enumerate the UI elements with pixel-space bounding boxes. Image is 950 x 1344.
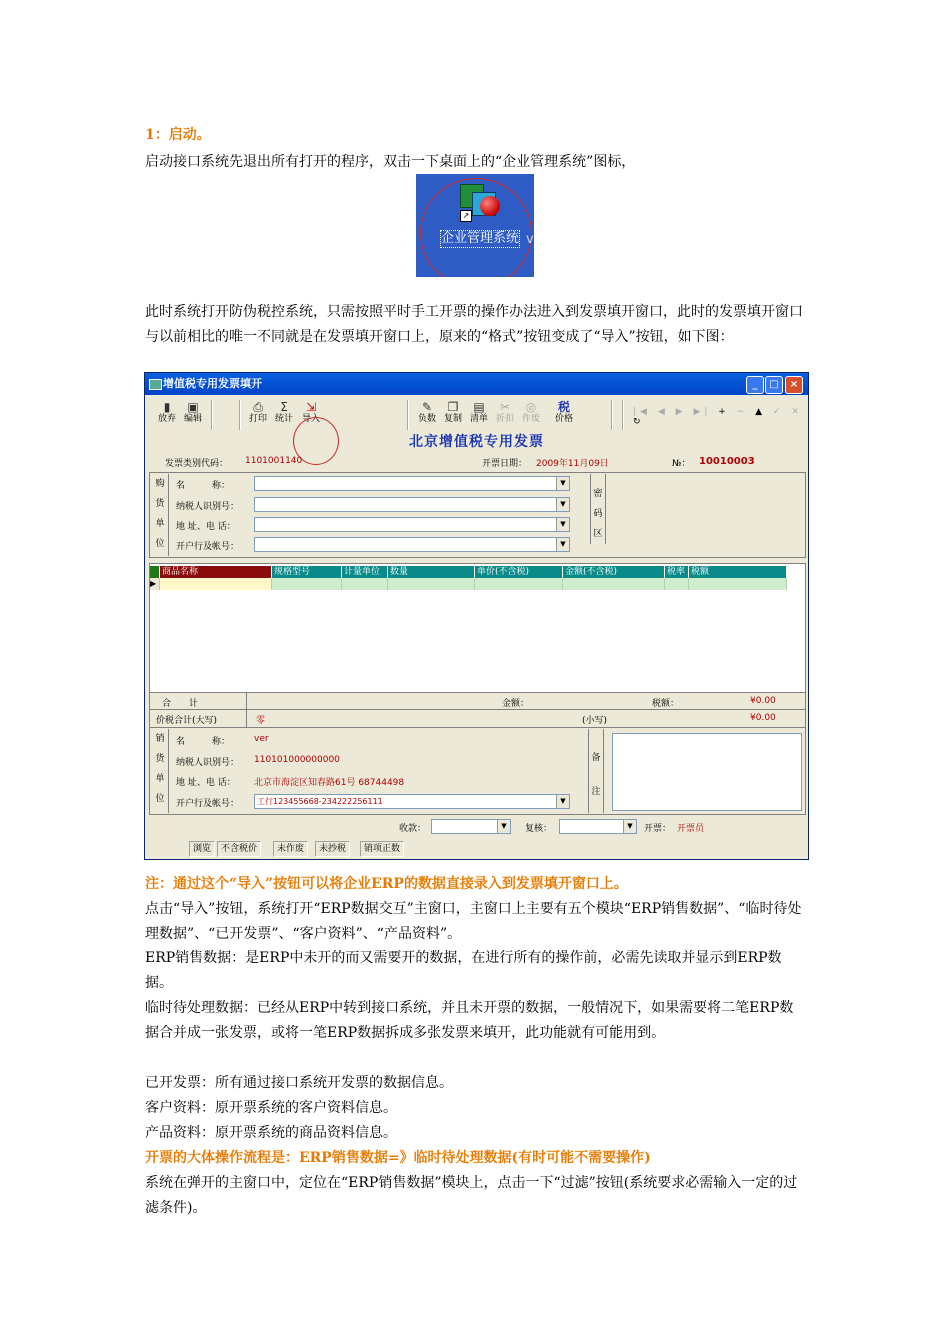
void-button[interactable]: ◎ 作废 (519, 400, 543, 424)
status-item: 未抄税 (315, 841, 350, 857)
nav-prev-icon[interactable]: ◀ (657, 407, 669, 417)
list-icon: ▤ (473, 400, 485, 414)
buyer-name-input[interactable] (254, 476, 570, 491)
seller-address-label: 地 址、电 话： (176, 778, 236, 788)
amount-label: 金额： (502, 699, 530, 709)
toolbar (145, 398, 808, 432)
code-value: 1101001140 (245, 456, 303, 466)
grid-cell[interactable] (272, 578, 342, 590)
window-titlebar (145, 373, 808, 395)
pricetax-upper: 零 (256, 716, 266, 726)
red-ball-icon (480, 196, 500, 216)
chevron-down-icon[interactable]: ▼ (556, 538, 569, 551)
status-item: 不含税价 (217, 841, 261, 857)
price-button[interactable]: 税 价格 (552, 400, 576, 424)
row-pointer-icon: ▶ (150, 578, 160, 590)
desktop-icon-screenshot (416, 174, 534, 277)
remark-label: 备 注 (588, 729, 604, 813)
seller-side-label: 销 货 单 位 (152, 729, 169, 813)
no-label: №： (672, 459, 691, 469)
list-button[interactable]: ▤ 清单 (467, 400, 491, 424)
pricetax-small-value: ¥0.00 (750, 713, 776, 723)
tax-price-icon: 税 (557, 400, 570, 414)
nav-add-icon[interactable]: + (718, 407, 730, 417)
product-paragraph: 产品资料：原开票系统的商品资料信息。 (145, 1125, 397, 1141)
print-button[interactable]: ⎙ 打印 (246, 400, 270, 424)
grid-cell[interactable] (689, 578, 787, 590)
nav-up-icon[interactable]: ▲ (755, 407, 767, 417)
temp-data-paragraph: 临时待处理数据：已经从ERP中转到接口系统，并且未开票的数据，一般情况下，如果需要将二笔ERP数据合并成一张发票，或将一笔ERP数据拆成多张发票来填开，此功能就有可能用到。 (145, 1000, 794, 1041)
abandon-icon: ▮ (163, 400, 171, 414)
nav-confirm-icon[interactable]: ✓ (772, 407, 785, 417)
tax-total-value: ¥0.00 (750, 696, 776, 706)
review-label: 复核： (525, 824, 553, 834)
nav-delete-icon[interactable]: − (736, 407, 749, 417)
col-header[interactable]: 单价(不含税) (475, 566, 563, 578)
status-item: 浏览 (189, 841, 215, 857)
status-item: 销项正数 (360, 841, 404, 857)
copy-button[interactable]: ❐ 复制 (441, 400, 465, 424)
seller-bank-select[interactable]: 工行123455668-234222256111 ▼ (254, 794, 570, 809)
chevron-down-icon[interactable]: ▼ (556, 795, 569, 808)
col-header[interactable]: 税率 (665, 566, 689, 578)
nav-last-icon[interactable]: ▶| (693, 407, 712, 417)
discount-icon: ✂ (499, 400, 511, 414)
buyer-address-input[interactable] (254, 517, 570, 532)
customer-paragraph: 客户资料：原开票系统的客户资料信息。 (145, 1100, 397, 1116)
payee-select[interactable] (431, 819, 511, 834)
void-icon: ◎ (525, 400, 537, 414)
printer-icon: ⎙ (253, 400, 263, 414)
seller-name-value: ver (254, 734, 269, 744)
chevron-down-icon[interactable]: ▼ (623, 820, 636, 833)
date-value: 2009年11月09日 (536, 459, 609, 469)
intro-paragraph: 启动接口系统先退出所有打开的程序，双击一下桌面上的“企业管理系统”图标， (145, 154, 636, 170)
grid-cell[interactable] (160, 578, 272, 590)
grid-corner (150, 566, 160, 578)
payee-label: 收款： (399, 824, 427, 834)
desktop-icon-label[interactable]: 企业管理系统 (441, 231, 520, 246)
issuer-label: 开票： (644, 824, 672, 834)
filter-paragraph: 系统在弹开的主窗口中，定位在“ERP销售数据”模块上，点击一下“过滤”按钮(系统要求必需输入一定的过滤条件)。 (145, 1175, 798, 1216)
code-label: 发票类别代码： (165, 459, 229, 469)
grid-cell[interactable] (563, 578, 665, 590)
buyer-bank-input[interactable] (254, 537, 570, 552)
edit-button[interactable]: ▣ 编辑 (181, 400, 205, 424)
window-title: 增值税专用发票填开 (163, 377, 262, 390)
date-label: 开票日期： (482, 459, 528, 469)
chevron-down-icon[interactable]: ▼ (556, 477, 569, 490)
explain-paragraph: 此时系统打开防伪税控系统，只需按照平时手工开票的操作办法进入到发票填开窗口，此时的发票填开窗口与以前相比的唯一不同就是在发票填开窗口上，原来的“格式”按钮变成了“导入”按钮，如下图： (145, 304, 803, 345)
chevron-down-icon[interactable]: ▼ (556, 498, 569, 511)
total-label: 合 计 (162, 699, 199, 709)
invoice-number: 10010003 (699, 456, 755, 467)
record-nav (633, 407, 808, 427)
erp-paragraph: 点击“导入”按钮，系统打开“ERP数据交互”主窗口，主窗口上主要有五个模块“ERP销售数据”、“临时待处理数据”、“已开发票”、“客户资料”、“产品资料”。 (145, 901, 802, 942)
shortcut-arrow-icon: ↗ (460, 210, 472, 222)
review-select[interactable] (559, 819, 637, 834)
erp-sales-paragraph: ERP销售数据：是ERP中未开的而又需要开的数据，在进行所有的操作前，必需先读取并显示到ERP数据。 (145, 950, 782, 991)
seller-name-label: 名 称： (176, 737, 231, 747)
grid-cell[interactable] (475, 578, 563, 590)
negative-icon: ✎ (421, 400, 433, 414)
seller-bank-label: 开户行及帐号： (176, 799, 240, 809)
grid-cell[interactable] (342, 578, 388, 590)
buyer-section (149, 472, 806, 558)
seller-taxid-value: 110101000000000 (254, 755, 340, 765)
small-label: (小写) (582, 716, 608, 726)
buyer-taxid-input[interactable] (254, 497, 570, 512)
seller-section (149, 727, 806, 815)
grid-cell[interactable] (388, 578, 475, 590)
import-button[interactable]: ⇲ 导入 (299, 400, 323, 424)
invoice-window (144, 372, 809, 860)
status-item: 未作废 (273, 841, 308, 857)
close-button[interactable]: × (785, 376, 803, 394)
import-icon: ⇲ (305, 400, 317, 414)
buyer-address-label: 地 址、电 话： (176, 522, 236, 532)
buyer-bank-label: 开户行及帐号： (176, 542, 240, 552)
desktop-trailing-text: v (526, 232, 534, 247)
flow-heading: 开票的大体操作流程是：ERP销售数据=》临时待处理数据(有时可能不需要操作) (145, 1150, 651, 1166)
col-header[interactable]: 计量单位 (342, 566, 388, 578)
col-header[interactable]: 商品名称 (160, 566, 272, 578)
minimize-button[interactable]: _ (746, 376, 764, 394)
nav-refresh-icon[interactable]: ↻ (633, 417, 645, 427)
negative-button[interactable]: ✎ 负数 (415, 400, 439, 424)
sigma-icon: Σ (280, 400, 288, 414)
copy-icon: ❐ (447, 400, 459, 414)
nav-first-icon[interactable]: |◀ (633, 407, 651, 417)
section-heading: 1：启动。 (145, 127, 211, 143)
cipher-label: 密 码 区 (590, 474, 606, 544)
invoice-title: 北京增值税专用发票 (409, 434, 544, 450)
buyer-side-label: 购 货 单 位 (152, 474, 169, 556)
col-header[interactable]: 金额(不含税) (563, 566, 665, 578)
col-header[interactable]: 规格型号 (272, 566, 342, 578)
nav-next-icon[interactable]: ▶ (675, 407, 687, 417)
issuer-value: 开票员 (677, 824, 705, 834)
seller-address-value: 北京市海淀区知春路61号 68744498 (254, 778, 405, 788)
chevron-down-icon[interactable]: ▼ (556, 518, 569, 531)
stats-button[interactable]: Σ 统计 (272, 400, 296, 424)
totals-section (149, 692, 806, 728)
col-header[interactable]: 税额 (689, 566, 787, 578)
discount-button[interactable]: ✂ 折扣 (493, 400, 517, 424)
buyer-name-label: 名 称： (176, 481, 231, 491)
maximize-button[interactable]: □ (765, 376, 783, 394)
issued-paragraph: 已开发票：所有通过接口系统开发票的数据信息。 (145, 1075, 453, 1091)
buyer-taxid-label: 纳税人识别号： (176, 502, 240, 512)
nav-cancel-icon[interactable]: ✕ (791, 407, 803, 417)
import-note: 注：通过这个“导入”按钮可以将企业ERP的数据直接录入到发票填开窗口上。 (145, 876, 628, 892)
grid-cell[interactable] (665, 578, 689, 590)
seller-taxid-label: 纳税人识别号： (176, 758, 240, 768)
edit-icon: ▣ (187, 400, 199, 414)
chevron-down-icon[interactable]: ▼ (497, 820, 510, 833)
status-bar (145, 837, 808, 859)
pricetax-label: 价税合计(大写) (156, 716, 218, 726)
abandon-button[interactable]: ▮ 放弃 (155, 400, 179, 424)
app-window-icon (149, 379, 162, 390)
remark-textarea[interactable] (612, 733, 802, 811)
goods-grid (149, 563, 806, 693)
col-header[interactable]: 数量 (388, 566, 475, 578)
tax-label: 税额： (652, 699, 680, 709)
